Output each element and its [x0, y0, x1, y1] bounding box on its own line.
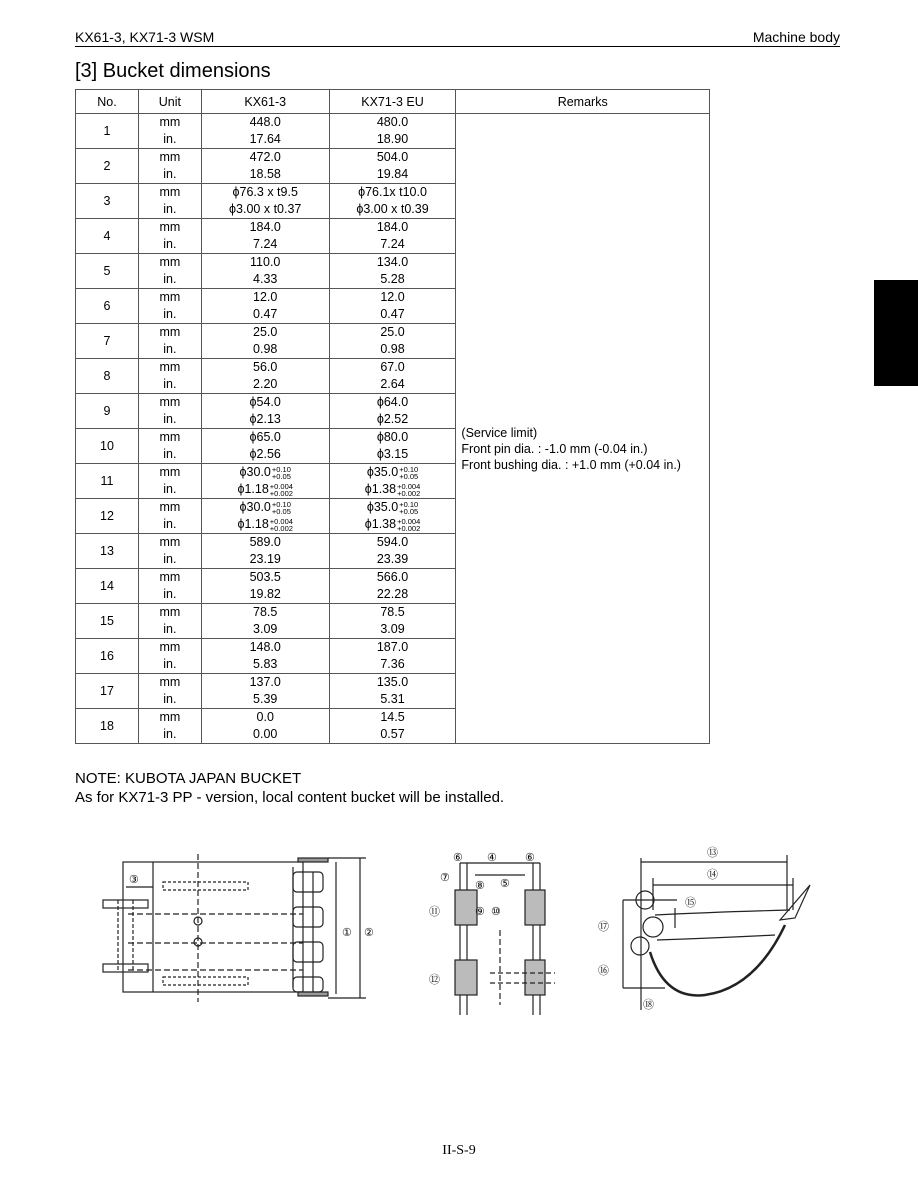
- value-text: 0.57: [380, 727, 405, 741]
- value-text: 0.0: [256, 710, 274, 724]
- kx61-value: [201, 149, 329, 167]
- value-text: 7.36: [380, 657, 405, 671]
- row-number: 5: [76, 254, 139, 289]
- kx61-value: [201, 324, 329, 342]
- table-row: [76, 114, 710, 132]
- dim-label-16: ⑯: [598, 965, 609, 977]
- col-header-kx71: KX71-3 EU: [329, 90, 456, 114]
- value-text: 2.20: [253, 377, 278, 391]
- unit-cell: in.: [138, 481, 201, 499]
- tolerance-lower: +0.002: [397, 523, 421, 533]
- value-text: 594.0: [376, 535, 409, 549]
- kx71-value: [329, 534, 456, 552]
- value-text: 3.09: [380, 622, 405, 636]
- tolerance: [270, 483, 293, 497]
- kx61-value: [201, 691, 329, 709]
- kx71-value: [329, 604, 456, 622]
- value-text: 184.0: [249, 220, 281, 234]
- kx61-value: [201, 411, 329, 429]
- tolerance: [272, 466, 291, 480]
- kx71-value: [329, 219, 456, 237]
- tolerance-lower: +0.002: [397, 488, 421, 498]
- kx71-value: [329, 394, 456, 412]
- unit-cell: mm: [138, 394, 201, 412]
- kx71-value: [329, 551, 456, 569]
- value-text: 12.0: [253, 290, 278, 304]
- dim-label-1: ①: [342, 927, 352, 939]
- kx71-value: [329, 184, 456, 202]
- unit-cell: mm: [138, 534, 201, 552]
- dim-label-13: ⑬: [707, 847, 718, 859]
- unit-cell: in.: [138, 516, 201, 534]
- dim-label-10: ⑩: [491, 906, 501, 918]
- dim-label-8: ⑧: [475, 880, 485, 892]
- row-number: 9: [76, 394, 139, 429]
- kx61-value: [201, 394, 329, 412]
- value-text: ϕ1.18: [237, 517, 269, 531]
- note-text: As for KX71-3 PP - version, local content bucket will be installed.: [75, 789, 505, 806]
- kx71-value: [329, 674, 456, 692]
- unit-cell: in.: [138, 726, 201, 744]
- value-text: ϕ80.0: [376, 430, 409, 444]
- unit-cell: mm: [138, 464, 201, 482]
- unit-cell: mm: [138, 499, 201, 517]
- dim-label-14: ⑭: [707, 869, 718, 881]
- value-text: ϕ54.0: [249, 395, 281, 409]
- value-text: 14.5: [380, 710, 405, 724]
- kx71-value: [329, 726, 456, 744]
- kx61-value: [201, 639, 329, 657]
- row-number: 3: [76, 184, 139, 219]
- value-text: 7.24: [253, 237, 278, 251]
- unit-cell: in.: [138, 586, 201, 604]
- value-text: ϕ2.56: [249, 447, 281, 461]
- header-manual-title: KX61-3, KX71-3 WSM: [75, 29, 215, 45]
- unit-cell: mm: [138, 604, 201, 622]
- row-number: 14: [76, 569, 139, 604]
- value-text: ϕ30.0: [239, 500, 271, 514]
- unit-cell: mm: [138, 359, 201, 377]
- unit-cell: in.: [138, 166, 201, 184]
- kx71-value: [329, 481, 456, 499]
- unit-cell: in.: [138, 691, 201, 709]
- bucket-dimensions-table: [75, 89, 710, 744]
- bucket-section-view-diagram: [425, 845, 560, 1020]
- unit-cell: in.: [138, 376, 201, 394]
- kx61-value: [201, 271, 329, 289]
- kx71-value: [329, 236, 456, 254]
- dim-label-12: ⑫: [429, 974, 440, 986]
- page-header: [75, 28, 840, 47]
- value-text: 566.0: [376, 570, 409, 584]
- value-text: 7.24: [380, 237, 405, 251]
- value-text: ϕ64.0: [376, 395, 409, 409]
- value-text: 5.39: [253, 692, 278, 706]
- kx61-value: [201, 376, 329, 394]
- value-text: ϕ2.52: [376, 412, 409, 426]
- value-text: 135.0: [376, 675, 409, 689]
- value-text: 448.0: [249, 115, 281, 129]
- unit-cell: mm: [138, 254, 201, 272]
- unit-cell: mm: [138, 674, 201, 692]
- value-text: 4.33: [253, 272, 278, 286]
- kx71-value: [329, 429, 456, 447]
- unit-cell: in.: [138, 411, 201, 429]
- unit-cell: in.: [138, 201, 201, 219]
- value-text: ϕ35.0: [366, 500, 399, 514]
- tolerance: [397, 483, 420, 497]
- tolerance: [399, 501, 418, 515]
- tolerance-lower: +0.002: [269, 488, 293, 498]
- dim-label-5: ⑤: [500, 878, 510, 890]
- unit-cell: mm: [138, 429, 201, 447]
- row-number: 12: [76, 499, 139, 534]
- tolerance-upper: +0.004: [269, 516, 293, 526]
- value-text: 5.83: [253, 657, 278, 671]
- tolerance-upper: +0.004: [397, 481, 421, 491]
- kx71-value: [329, 376, 456, 394]
- kx61-value: [201, 726, 329, 744]
- value-text: 0.98: [253, 342, 278, 356]
- unit-cell: in.: [138, 621, 201, 639]
- kx61-value: [201, 219, 329, 237]
- kx61-value: [201, 656, 329, 674]
- col-header-remarks: Remarks: [456, 90, 710, 114]
- kx61-value: [201, 254, 329, 272]
- value-text: ϕ3.15: [376, 447, 409, 461]
- unit-cell: in.: [138, 271, 201, 289]
- kx71-value: [329, 254, 456, 272]
- value-text: 25.0: [380, 325, 405, 339]
- value-text: 56.0: [253, 360, 278, 374]
- value-text: 184.0: [376, 220, 409, 234]
- dim-label-6-left: ⑥: [453, 852, 463, 864]
- kx61-value: [201, 114, 329, 132]
- kx71-value: [329, 516, 456, 534]
- dim-label-2: ②: [364, 927, 374, 939]
- tolerance: [272, 501, 291, 515]
- remark-line: (Service limit): [461, 425, 538, 440]
- kx71-value: [329, 131, 456, 149]
- kx71-value: [329, 149, 456, 167]
- note-title: NOTE: KUBOTA JAPAN BUCKET: [75, 770, 302, 787]
- kx61-value: [201, 481, 329, 499]
- kx61-value: [201, 359, 329, 377]
- kx61-value: [201, 621, 329, 639]
- kx61-value: [201, 236, 329, 254]
- kx71-value: [329, 464, 456, 482]
- unit-cell: in.: [138, 236, 201, 254]
- kx71-value: [329, 306, 456, 324]
- value-text: 25.0: [253, 325, 278, 339]
- dim-label-3: ③: [129, 874, 139, 886]
- value-text: 78.5: [253, 605, 278, 619]
- unit-cell: mm: [138, 709, 201, 727]
- row-number: 17: [76, 674, 139, 709]
- kx61-value: [201, 499, 329, 517]
- kx61-value: [201, 201, 329, 219]
- unit-cell: mm: [138, 219, 201, 237]
- tolerance-upper: +0.004: [269, 481, 293, 491]
- note-block: [75, 769, 504, 807]
- unit-cell: mm: [138, 114, 201, 132]
- dim-label-17: ⑰: [598, 921, 609, 933]
- dim-label-15: ⑮: [685, 897, 696, 909]
- value-text: ϕ1.38: [364, 482, 397, 496]
- value-text: ϕ2.13: [249, 412, 281, 426]
- tolerance-lower: +0.05: [399, 506, 419, 516]
- section-title: [3] Bucket dimensions: [75, 60, 271, 82]
- value-text: 23.39: [376, 552, 409, 566]
- kx71-value: [329, 289, 456, 307]
- col-header-kx61: KX61-3: [201, 90, 329, 114]
- row-number: 13: [76, 534, 139, 569]
- value-text: 12.0: [380, 290, 405, 304]
- value-text: ϕ1.38: [364, 517, 397, 531]
- kx61-value: [201, 534, 329, 552]
- page-number: II-S-9: [442, 1143, 476, 1158]
- tolerance-upper: +0.10: [271, 499, 291, 509]
- value-text: 3.09: [253, 622, 278, 636]
- unit-cell: mm: [138, 324, 201, 342]
- remarks-cell: [456, 114, 710, 744]
- unit-cell: mm: [138, 639, 201, 657]
- kx61-value: [201, 289, 329, 307]
- kx61-value: [201, 604, 329, 622]
- tolerance: [397, 518, 420, 532]
- kx61-value: [201, 131, 329, 149]
- dim-label-6-right: ⑥: [525, 852, 535, 864]
- kx61-value: [201, 166, 329, 184]
- value-text: 0.47: [253, 307, 278, 321]
- kx71-value: [329, 411, 456, 429]
- value-text: 67.0: [380, 360, 405, 374]
- value-text: 187.0: [376, 640, 409, 654]
- value-text: ϕ3.00 x t0.39: [356, 202, 429, 216]
- value-text: 2.64: [380, 377, 405, 391]
- unit-cell: in.: [138, 306, 201, 324]
- value-text: ϕ76.3 x t9.5: [232, 185, 298, 199]
- value-text: 19.84: [376, 167, 409, 181]
- dim-label-18: ⑱: [643, 999, 654, 1011]
- remark-line: Front pin dia. : -1.0 mm (-0.04 in.): [461, 441, 648, 456]
- kx71-value: [329, 709, 456, 727]
- header-section-name: Machine body: [752, 29, 840, 45]
- row-number: 4: [76, 219, 139, 254]
- row-number: 7: [76, 324, 139, 359]
- kx61-value: [201, 341, 329, 359]
- kx61-value: [201, 586, 329, 604]
- value-text: 0.47: [380, 307, 405, 321]
- row-number: 11: [76, 464, 139, 499]
- kx71-value: [329, 271, 456, 289]
- kx61-value: [201, 709, 329, 727]
- value-text: 0.98: [380, 342, 405, 356]
- tolerance-upper: +0.10: [399, 464, 419, 474]
- value-text: ϕ30.0: [239, 465, 271, 479]
- value-text: 5.28: [380, 272, 405, 286]
- dim-label-9: ⑨: [475, 906, 485, 918]
- unit-cell: in.: [138, 446, 201, 464]
- kx61-value: [201, 551, 329, 569]
- col-header-unit: Unit: [138, 90, 201, 114]
- kx71-value: [329, 114, 456, 132]
- value-text: 137.0: [249, 675, 281, 689]
- bucket-side-view-diagram: [595, 840, 820, 1015]
- unit-cell: mm: [138, 184, 201, 202]
- value-text: 22.28: [376, 587, 409, 601]
- row-number: 18: [76, 709, 139, 744]
- unit-cell: mm: [138, 569, 201, 587]
- row-number: 15: [76, 604, 139, 639]
- kx61-value: [201, 569, 329, 587]
- kx61-value: [201, 674, 329, 692]
- kx61-value: [201, 429, 329, 447]
- unit-cell: in.: [138, 656, 201, 674]
- kx61-value: [201, 464, 329, 482]
- kx71-value: [329, 656, 456, 674]
- kx71-value: [329, 569, 456, 587]
- chapter-thumb-tab: [874, 280, 918, 386]
- dim-label-11: ⑪: [429, 906, 440, 918]
- kx71-value: [329, 341, 456, 359]
- value-text: 589.0: [249, 535, 281, 549]
- tolerance-upper: +0.004: [397, 516, 421, 526]
- table-header-row: [76, 90, 710, 114]
- tolerance-lower: +0.05: [271, 471, 291, 481]
- value-text: ϕ35.0: [366, 465, 399, 479]
- unit-cell: in.: [138, 131, 201, 149]
- value-text: 19.82: [249, 587, 281, 601]
- row-number: 16: [76, 639, 139, 674]
- kx71-value: [329, 691, 456, 709]
- value-text: ϕ3.00 x t0.37: [229, 202, 302, 216]
- row-number: 10: [76, 429, 139, 464]
- value-text: 472.0: [249, 150, 281, 164]
- value-text: 110.0: [250, 255, 281, 269]
- row-number: 1: [76, 114, 139, 149]
- remark-line: Front bushing dia. : +1.0 mm (+0.04 in.): [461, 457, 681, 472]
- tolerance-lower: +0.002: [269, 523, 293, 533]
- kx71-value: [329, 324, 456, 342]
- kx61-value: [201, 446, 329, 464]
- value-text: ϕ1.18: [237, 482, 269, 496]
- value-text: 0.00: [253, 727, 278, 741]
- unit-cell: in.: [138, 341, 201, 359]
- value-text: ϕ65.0: [249, 430, 281, 444]
- tolerance-upper: +0.10: [271, 464, 291, 474]
- value-text: 17.64: [249, 132, 281, 146]
- tolerance-lower: +0.05: [399, 471, 419, 481]
- tolerance-lower: +0.05: [271, 506, 291, 516]
- kx71-value: [329, 639, 456, 657]
- value-text: 18.58: [249, 167, 281, 181]
- row-number: 8: [76, 359, 139, 394]
- value-text: 148.0: [249, 640, 281, 654]
- kx71-value: [329, 446, 456, 464]
- kx61-value: [201, 184, 329, 202]
- dim-label-7: ⑦: [440, 872, 450, 884]
- tolerance: [399, 466, 418, 480]
- kx71-value: [329, 586, 456, 604]
- value-text: 503.5: [249, 570, 281, 584]
- kx71-value: [329, 499, 456, 517]
- tolerance-upper: +0.10: [399, 499, 419, 509]
- kx71-value: [329, 166, 456, 184]
- value-text: 5.31: [380, 692, 405, 706]
- value-text: 23.19: [249, 552, 281, 566]
- kx71-value: [329, 359, 456, 377]
- unit-cell: mm: [138, 289, 201, 307]
- unit-cell: in.: [138, 551, 201, 569]
- col-header-no: No.: [76, 90, 139, 114]
- value-text: ϕ76.1x t10.0: [358, 185, 427, 199]
- value-text: 504.0: [376, 150, 409, 164]
- dim-label-4: ④: [487, 852, 497, 864]
- value-text: 480.0: [376, 115, 409, 129]
- kx71-value: [329, 201, 456, 219]
- kx71-value: [329, 621, 456, 639]
- value-text: 134.0: [376, 255, 409, 269]
- row-number: 2: [76, 149, 139, 184]
- kx61-value: [201, 306, 329, 324]
- tolerance: [270, 518, 293, 532]
- row-number: 6: [76, 289, 139, 324]
- bucket-top-view-diagram: [98, 852, 383, 1007]
- value-text: 78.5: [380, 605, 405, 619]
- kx61-value: [201, 516, 329, 534]
- value-text: 18.90: [376, 132, 409, 146]
- unit-cell: mm: [138, 149, 201, 167]
